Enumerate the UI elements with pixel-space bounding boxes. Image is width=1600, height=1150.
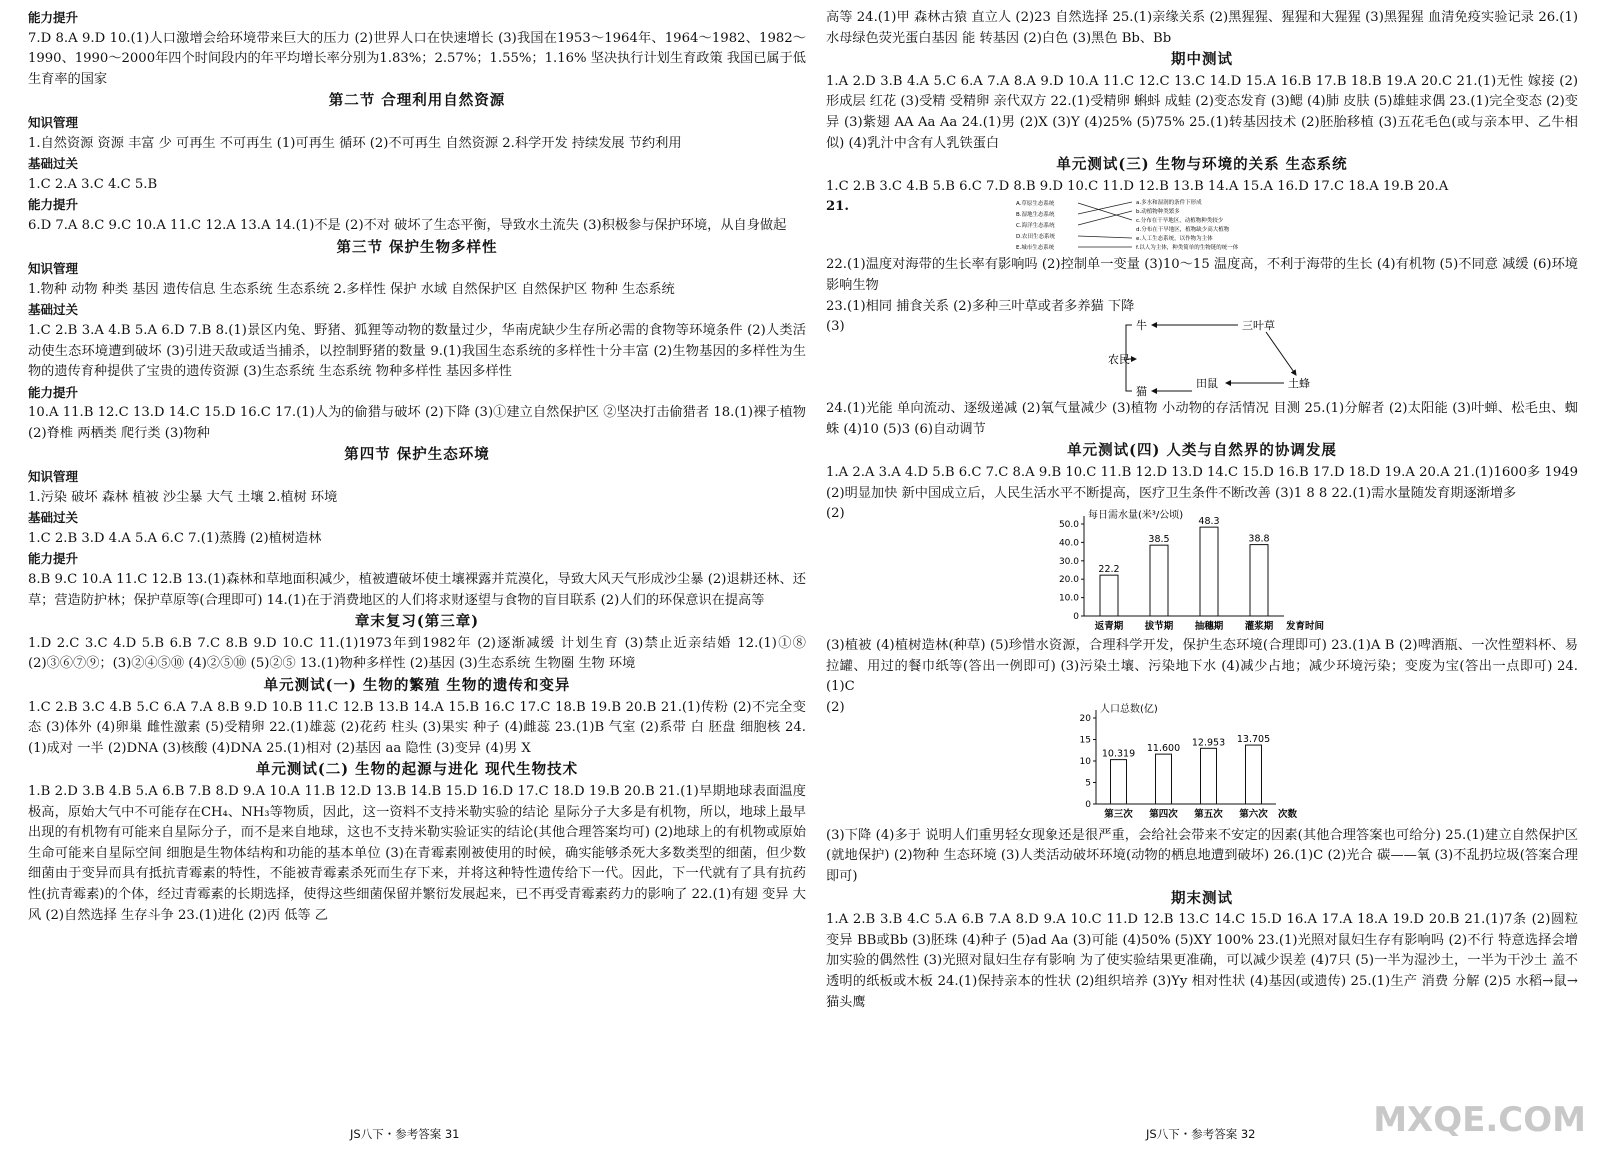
answer-text: 1.污染 破坏 森林 植被 沙尘暴 大气 土壤 2.植树 环境 bbox=[28, 489, 338, 505]
page-footer-right: JS八下・参考答案 32 bbox=[1146, 1127, 1256, 1141]
left-page bbox=[28, 8, 806, 926]
y-tick-label: 20 bbox=[1079, 713, 1091, 724]
section-title: 期末测试 bbox=[1171, 889, 1233, 907]
food-web-node-tu: 土蜂 bbox=[1288, 377, 1310, 391]
subheading: 知识管理 bbox=[28, 469, 79, 485]
bar bbox=[1201, 748, 1217, 804]
section-title: 第四节 保护生态环境 bbox=[344, 446, 490, 464]
y-tick-label: 20.0 bbox=[1058, 575, 1079, 586]
bar-value-label: 12.953 bbox=[1191, 737, 1226, 749]
bar bbox=[1150, 545, 1168, 616]
section-title: 单元测试(四) 人类与自然界的协调发展 bbox=[1067, 442, 1337, 460]
bar-value-label: 22.2 bbox=[1098, 564, 1120, 576]
y-tick-label: 10.0 bbox=[1058, 593, 1079, 604]
population-chart bbox=[1066, 698, 1386, 826]
x-axis-label: 发育时间 bbox=[1286, 621, 1325, 633]
x-tick-label: 第四次 bbox=[1149, 808, 1178, 820]
answer-text: 1.自然资源 资源 丰富 少 可再生 不可再生 (1)可再生 循环 (2)不可再生 自然资源 2.科学开发 持续发展 节约利用 bbox=[28, 135, 682, 151]
bar-value-label: 10.319 bbox=[1101, 748, 1136, 760]
section-title: 第三节 保护生物多样性 bbox=[336, 238, 498, 256]
y-tick-label: 10 bbox=[1079, 756, 1091, 767]
y-tick-label: 50.0 bbox=[1058, 520, 1079, 531]
matching-diagram bbox=[826, 197, 1578, 255]
subheading: 能力提升 bbox=[28, 551, 79, 567]
subheading: 能力提升 bbox=[28, 10, 79, 25]
chart-title: 每日需水量(米³/公顷) bbox=[1088, 510, 1184, 522]
bar-value-label: 48.3 bbox=[1198, 516, 1220, 528]
match-right-item: d.分布在干旱地区，植物缺少高大植物 bbox=[1136, 227, 1230, 234]
subheading: 基础过关 bbox=[28, 156, 79, 172]
answer-text: (3)植被 (4)植树造林(种草) (5)珍惜水资源，合理科学开发，保护生态环境(合理即可) 23.(1)A B (2)啤酒瓶、一次性塑料杯、易拉罐、用过的餐巾纸等(答出一例即可) (3)污染土壤、污染地下水 (4)减少占地；减少环境污染；变废为宝(答出一点即可) 24.(1)C bbox=[826, 638, 1578, 695]
section-title: 第二节 合理利用自然资源 bbox=[328, 92, 506, 110]
x-axis-label: 次数 bbox=[1278, 808, 1298, 820]
x-tick-label: 灌浆期 bbox=[1244, 621, 1274, 633]
food-web-diagram bbox=[826, 317, 1578, 399]
question-part: (2) bbox=[826, 699, 845, 715]
food-web-node-nong: 农民 bbox=[1108, 353, 1130, 367]
match-right-item: e.人工生态系统，以作物为主体 bbox=[1136, 236, 1213, 243]
answer-text: 1.C 2.B 3.A 4.B 5.A 6.D 7.B 8.(1)景区内兔、野猪、狐狸等动物的数量过少，华南虎缺少生存所必需的食物等环境条件 (2)人类活动使生态环境遭到破坏 (3)引进天敌或适当捕杀，以控制野猪的数量 9.(1)我国生态系统的多样性十分丰富 (2)生物基因的多样性为生物的遗传育种提供了宝贵的遗传资源 (3)生态系统 生态系统 物种多样性 基因多样性 bbox=[28, 322, 806, 380]
answer-text: 1.C 2.B 3.D 4.A 5.A 6.C 7.(1)蒸腾 (2)植树造林 bbox=[28, 530, 322, 546]
answer-text: 1.D 2.C 3.C 4.D 5.B 6.B 7.C 8.B 9.D 10.C 11.(1)1973年到1982年 (2)逐渐减缓 计划生育 (3)禁止近亲结婚 12.(1)①⑧ (2)③⑥⑦⑨；(3)②④⑤⑩ (4)②⑤⑩ (5)②⑤ 13.(1)物种多样性 (2)基因 (3)生态系统 生物圈 生物 环境 bbox=[28, 635, 806, 672]
subheading: 能力提升 bbox=[28, 197, 79, 213]
section-title: 单元测试(二) 生物的起源与进化 现代生物技术 bbox=[255, 761, 579, 779]
answer-text: 1.A 2.D 3.B 4.A 5.C 6.A 7.A 8.A 9.D 10.A 11.C 12.C 13.C 14.D 15.A 16.B 17.B 18.B 19.A 20.C 21.(1)无性 嫁接 (2)形成层 红花 (3)受精 受精卵 亲代双方 22.(1)受精卵 蝌蚪 成蛙 (2)变态发育 (3)鳃 (4)肺 皮肤 (5)雄蛙求偶 23.(1)完全变态 (2)变异 (3)紫翅 AA Aa Aa 24.(1)男 (2)X (3)Y (4)25% (5)75% 25.(1)转基因技术 (2)胚胎移植 (3)五花毛色(或与亲本甲、乙牛相似) (4)乳汁中含有人乳铁蛋白 bbox=[826, 73, 1578, 151]
match-right-item: b.动植物种类繁多 bbox=[1136, 209, 1180, 216]
bar bbox=[1156, 754, 1172, 804]
answer-text: 22.(1)温度对海带的生长率有影响吗 (2)控制单一变量 (3)10～15 温度高，不利于海带的生长 (4)有机物 (5)不同意 减缓 (6)环境影响生物 bbox=[826, 257, 1578, 293]
population-chart-block bbox=[826, 698, 1578, 826]
section-title: 章末复习(第三章) bbox=[354, 613, 480, 631]
question-part: (2) bbox=[826, 506, 845, 522]
subheading: 知识管理 bbox=[28, 261, 79, 277]
answer-text: 1.B 2.D 3.B 4.B 5.A 6.B 7.B 8.D 9.A 10.A 11.B 12.D 13.B 14.B 15.D 16.D 17.C 18.D 19.B 20.B 21.(1)早期地球表面温度极高，原始大气中不可能存在CH₄、NH₃等物质，因此，这一资料不支持米勒实验的结论 星际分子大多是有机物，所以，地球上最早出现的有机物有可能来自星际分子，而不是来自地球，这也不支持米勒实验证实的结论(其他合理答案均可) (2)地球上的有机物或原始生命可能来自星际空间 细胞是生物体结构和功能的基本单位 (3)在青霉素刚被使用的时候，确实能够杀死大多数类型的细菌，但少数细菌由于变异而具有抵抗青霉素的特性，不能被青霉素杀死而生存下来，并将这种特性遗传给下一代。因此，下一代就有了具有抗药性(抗青霉素)的个体，经过青霉素的长期选择，使得这些细菌保留并繁衍发展起来，已不再受青霉素药力的影响了 22.(1)有翅 变异 大风 (2)自然选择 生存斗争 23.(1)进化 (2)丙 低等 乙 bbox=[28, 783, 806, 923]
matching-lines bbox=[1016, 197, 1436, 255]
bar bbox=[1111, 760, 1127, 804]
y-tick-label: 30.0 bbox=[1058, 556, 1079, 567]
x-tick-label: 第六次 bbox=[1239, 808, 1268, 820]
answer-text: 10.A 11.B 12.C 13.D 14.C 15.D 16.C 17.(1)人为的偷猎与破坏 (2)下降 (3)①建立自然保护区 ②坚决打击偷猎者 18.(1)裸子植物 (2)脊椎 两栖类 爬行类 (3)物种 bbox=[28, 405, 806, 441]
answer-text: (3)下降 (4)多于 说明人们重男轻女现象还是很严重，会给社会带来不安定的因素(其他合理答案也可给分) 25.(1)建立自然保护区(就地保护) (2)物种 生态环境 (3)人类活动破坏环境(动物的栖息地遭到破坏) 26.(1)C (2)光合 碳——氧 (3)不乱扔垃圾(答案合理即可) bbox=[826, 827, 1578, 885]
y-tick-label: 0 bbox=[1073, 612, 1079, 623]
match-left-item: A.草原生态系统 bbox=[1016, 201, 1055, 208]
page-footer-left: JS八下・参考答案 31 bbox=[350, 1127, 460, 1141]
answer-text: 1.C 2.A 3.C 4.C 5.B bbox=[28, 176, 158, 192]
subheading: 基础过关 bbox=[28, 302, 79, 318]
answer-text: 1.C 2.B 3.C 4.B 5.C 6.A 7.A 8.B 9.D 10.B 11.C 12.B 13.B 14.A 15.B 16.C 17.C 18.B 19.B 20.B 21.(1)传粉 (2)不完全变态 (3)体外 (4)卵巢 雌性激素 (5)受精卵 22.(1)雄蕊 (2)花药 柱头 (3)果实 种子 (4)雌蕊 23.(1)B 气室 (2)系带 白 胚盘 细胞核 24.(1)成对 一半 (2)DNA (3)核酸 (4)DNA 25.(1)相对 (2)基因 aa 隐性 (3)变异 (4)男 X bbox=[28, 699, 806, 756]
subheading: 知识管理 bbox=[28, 114, 79, 130]
question-number: 21. bbox=[826, 199, 849, 215]
y-tick-label: 15 bbox=[1079, 735, 1091, 746]
subheading: 能力提升 bbox=[28, 384, 79, 400]
answer-text: 高等 24.(1)甲 森林古猿 直立人 (2)23 自然选择 25.(1)亲缘关系 (2)黑猩猩、猩猩和大猩猩 (3)黑猩猩 血清免疫实验记录 26.(1)水母绿色荧光蛋白基因 能 转基因 (2)白色 (3)黑色 Bb、Bb bbox=[826, 10, 1578, 46]
match-right-item: f.以人为主体，种类简单的生物链的统一体 bbox=[1136, 245, 1239, 252]
section-title: 单元测试(一) 生物的繁殖 生物的遗传和变异 bbox=[263, 677, 571, 694]
right-page bbox=[826, 8, 1578, 1013]
answer-text: 1.物种 动物 种类 基因 遗传信息 生态系统 生态系统 2.多样性 保护 水域 自然保护区 自然保护区 物种 生态系统 bbox=[28, 281, 675, 297]
bar bbox=[1100, 575, 1118, 616]
y-tick-label: 40.0 bbox=[1058, 538, 1079, 549]
water-chart-block bbox=[826, 504, 1578, 636]
bar-value-label: 11.600 bbox=[1146, 742, 1181, 754]
food-web-svg bbox=[826, 317, 1310, 399]
bar-value-label: 38.8 bbox=[1248, 533, 1270, 545]
section-title: 单元测试(三) 生物与环境的关系 生态系统 bbox=[1056, 156, 1348, 174]
food-web-node-mao: 猫 bbox=[1136, 385, 1147, 399]
question-part: (3) bbox=[826, 319, 845, 335]
answer-text: 23.(1)相同 捕食关系 (2)多种三叶草或者多养猫 下降 bbox=[826, 298, 1135, 314]
match-connectors bbox=[1078, 202, 1132, 247]
match-left-item: C.海洋生态系统 bbox=[1016, 223, 1055, 230]
bar-value-label: 38.5 bbox=[1148, 534, 1170, 546]
food-web-node-niu: 牛 bbox=[1136, 319, 1147, 333]
x-tick-label: 第五次 bbox=[1194, 808, 1223, 820]
bar-value-label: 13.705 bbox=[1236, 733, 1271, 745]
bar bbox=[1250, 545, 1268, 616]
answer-text: 6.D 7.A 8.C 9.C 10.A 11.C 12.A 13.A 14.(1)不是 (2)不对 破坏了生态平衡，导致水土流失 (3)积极参与保护环境，从自身做起 bbox=[28, 217, 787, 233]
match-right-item: a.多水和湿润的条件下形成 bbox=[1136, 200, 1202, 207]
water-demand-chart bbox=[1046, 504, 1366, 636]
x-tick-label: 拔节期 bbox=[1144, 621, 1174, 633]
match-left-item: B.湿地生态系统 bbox=[1016, 212, 1055, 219]
bar bbox=[1200, 527, 1218, 616]
answer-text: 1.A 2.A 3.A 4.D 5.B 6.C 7.C 8.A 9.B 10.C 11.B 12.D 13.D 14.C 15.D 16.B 17.D 18.D 19.A 20.A 21.(1)1600多 1949 (2)明显加快 新中国成立后，人民生活水平不断提高，医疗卫生条件不断改善 (3)1 8 8 22.(1)需水量随发育期逐渐增多 bbox=[826, 464, 1578, 501]
answer-text: 8.B 9.C 10.A 11.C 12.B 13.(1)森林和草地面积减少，植被遭破坏使土壤裸露并荒漠化，导致大风天气形成沙尘暴 (2)退耕还林、还草；营造防护林；保护草原等(合理即可) 14.(1)在于消费地区的人们将求财逐望与食物的盲目联系 (2)人们的环保意识在提高等 bbox=[28, 572, 806, 608]
match-left-item: D.农田生态系统 bbox=[1016, 234, 1055, 241]
y-tick-label: 5 bbox=[1085, 778, 1091, 789]
answer-text: 1.A 2.B 3.B 4.C 5.A 6.B 7.A 8.D 9.A 10.C 11.D 12.B 13.C 14.C 15.D 16.A 17.A 18.A 19.D 20.B 21.(1)7条 (2)圆粒 变异 BB或Bb (3)胚珠 (4)种子 (5)ad Aa (3)可能 (4)50% (5)XY 100% 23.(1)光照对鼠妇生存有影响吗 (2)不行 特意选择会增加实验的偶然性 (3)光照对鼠妇生存有影响 为了使实验结果更准确，可以减少误差 (4)7只 (5)一半为湿沙土，一半为干沙土 盖不透明的纸板或木板 24.(1)保持亲本的性状 (2)组织培养 (3)Yy 相对性状 (4)基因(或遗传) 25.(1)生产 消费 分解 (2)5 水稻→鼠→猫头鹰 bbox=[826, 912, 1578, 1010]
section-title: 期中测试 bbox=[1171, 51, 1233, 69]
food-web-node-tian: 田鼠 bbox=[1196, 377, 1218, 391]
answer-text: 1.C 2.B 3.C 4.B 5.B 6.C 7.D 8.B 9.D 10.C 11.D 12.B 13.B 14.A 15.A 16.D 17.C 18.A 19.B 20.A bbox=[826, 178, 1449, 194]
answer-text: 7.D 8.A 9.D 10.(1)人口激增会给环境带来巨大的压力 (2)世界人口在快速增长 (3)我国在1953～1964年、1964～1982、1982～1990、1990～2000年四个时间段内的年平均增长率分别为1.83%；2.57%；1.55%；1.16% 坚决执行计划生育政策 我国已属于低生育率的国家 bbox=[28, 30, 806, 87]
match-left-item: E.城市生态系统 bbox=[1016, 245, 1055, 252]
answer-text: 24.(1)光能 单向流动、逐级递减 (2)氧气量减少 (3)植物 小动物的存活情况 目测 25.(1)分解者 (2)太阳能 (3)叶蝉、松毛虫、蜘蛛 (4)10 (5)3 (6)自动调节 bbox=[826, 401, 1578, 437]
watermark-logo: MXQE.COM bbox=[1373, 1100, 1586, 1140]
x-tick-label: 抽穗期 bbox=[1194, 621, 1224, 633]
match-right-item: c.分布在干旱地区，动植物种类较少 bbox=[1136, 218, 1224, 225]
subheading: 基础过关 bbox=[28, 510, 79, 526]
x-tick-label: 第三次 bbox=[1104, 808, 1133, 820]
x-tick-label: 返青期 bbox=[1094, 621, 1124, 633]
bar bbox=[1246, 745, 1262, 804]
food-web-node-cao: 三叶草 bbox=[1242, 319, 1275, 333]
y-tick-label: 0 bbox=[1085, 799, 1091, 810]
chart-title: 人口总数(亿) bbox=[1100, 703, 1158, 715]
